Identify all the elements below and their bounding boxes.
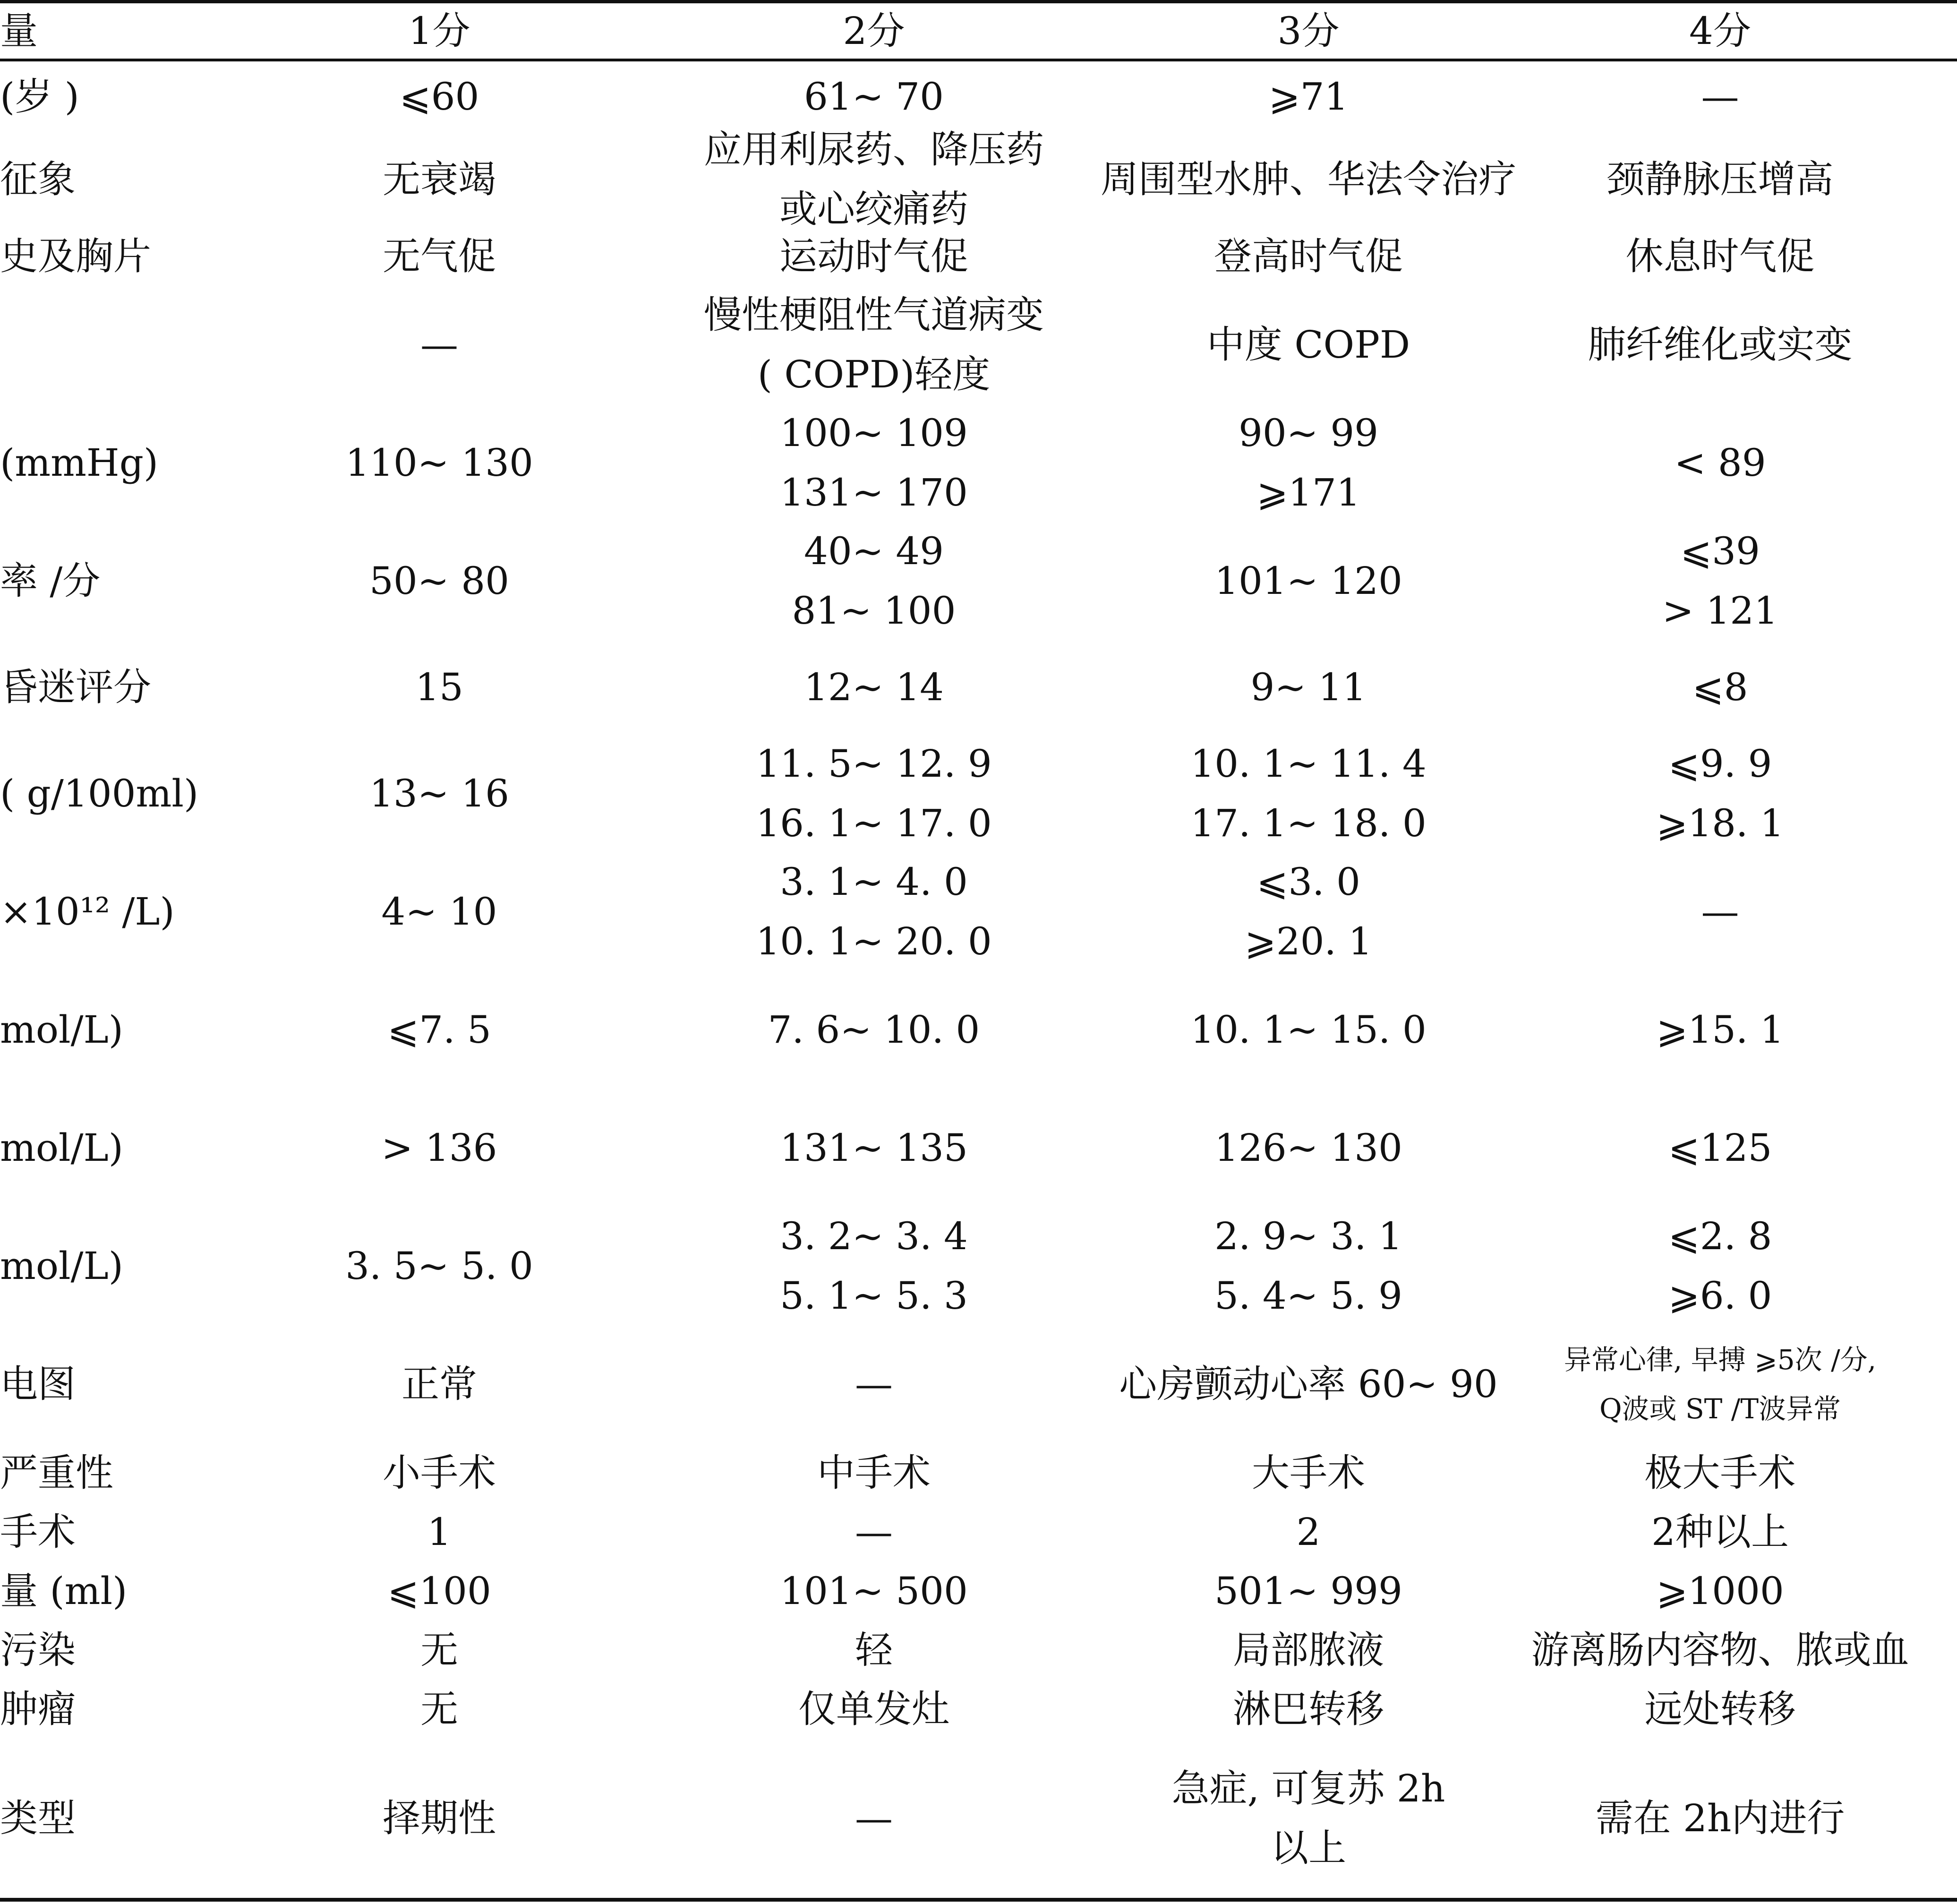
row-label <box>0 853 265 971</box>
table-row <box>0 735 1957 853</box>
cell-text: ⩽8 <box>1692 665 1748 709</box>
row-label <box>0 1443 265 1502</box>
cell-text: 周围型水肿、华法令治疗 <box>1101 157 1516 201</box>
cell-4-points <box>1483 61 1957 132</box>
table-row <box>0 1739 1957 1898</box>
cell-1-point <box>265 1089 614 1207</box>
row-label <box>0 1621 265 1680</box>
row-label <box>0 132 265 227</box>
row-label <box>0 735 265 853</box>
table-row <box>0 971 1957 1089</box>
cell-2-points <box>614 286 1134 404</box>
cell-4-points <box>1483 1561 1957 1621</box>
cell-text: ⩾71 <box>1268 75 1349 119</box>
cell-text: — <box>420 323 458 367</box>
cell-text: 量 (ml) <box>0 1569 128 1613</box>
cell-text: 手术 <box>0 1509 76 1554</box>
cell-1-point <box>265 640 614 735</box>
cell-text: 16. 1~ 17. 0 <box>756 801 992 845</box>
cell-text: 史及胸片 <box>0 234 151 278</box>
cell-text: — <box>1701 890 1739 934</box>
cell-1-point <box>265 971 614 1089</box>
cell-text: 15 <box>415 665 463 709</box>
cell-2-points <box>614 1325 1134 1443</box>
cell-text: 登高时气促 <box>1214 234 1403 278</box>
cell-text: 7. 6~ 10. 0 <box>768 1008 980 1052</box>
header-cell-4-points: 4分 <box>1689 9 1751 53</box>
row-label <box>0 1207 265 1325</box>
row-label <box>0 1680 265 1739</box>
cell-2-points <box>614 128 1134 231</box>
cell-3-points <box>1134 1680 1483 1739</box>
table-header-row <box>0 3 1957 59</box>
cell-text: 126~ 130 <box>1214 1126 1402 1170</box>
cell-text: 11. 5~ 12. 9 <box>756 742 992 786</box>
cell-text: 心房颤动心率 60~ 90 <box>1119 1362 1498 1406</box>
cell-1-point <box>265 227 614 286</box>
row-label <box>0 227 265 286</box>
cell-text: — <box>855 1509 893 1554</box>
row-label <box>0 61 265 132</box>
cell-1-point <box>265 1502 614 1561</box>
cell-1-point <box>265 404 614 522</box>
cell-text: — <box>855 1362 893 1406</box>
cell-2-points <box>614 640 1134 735</box>
cell-text: mol/L) <box>0 1244 123 1288</box>
cell-text: 13~ 16 <box>369 772 510 815</box>
cell-text: 淋巴转移 <box>1233 1687 1384 1731</box>
cell-4-points <box>1483 640 1957 735</box>
cell-4-points <box>1483 1089 1957 1207</box>
cell-2-points <box>614 853 1134 971</box>
cell-2-points <box>614 1680 1134 1739</box>
cell-text: 501~ 999 <box>1214 1569 1402 1613</box>
cell-1-point <box>265 735 614 853</box>
cell-text: ⩽100 <box>387 1569 491 1613</box>
header-cell-variable: 量 <box>0 9 38 53</box>
cell-1-point <box>265 1325 614 1443</box>
cell-4-points <box>1483 853 1957 971</box>
cell-text: 应用利尿药、降压药 <box>704 128 1044 172</box>
cell-text: ⩽60 <box>399 75 479 119</box>
cell-text: 40~ 49 <box>803 529 944 573</box>
cell-text: 无衰竭 <box>383 157 496 201</box>
cell-4-points <box>1483 1325 1957 1443</box>
cell-text: mol/L) <box>0 1008 123 1052</box>
cell-1-point <box>265 1739 614 1898</box>
cell-text: 污染 <box>0 1628 76 1672</box>
table-row <box>0 227 1957 286</box>
cell-4-points <box>1483 971 1957 1089</box>
row-label <box>0 971 265 1089</box>
cell-text: 无气促 <box>383 234 496 278</box>
cell-2-points <box>614 1207 1134 1325</box>
cell-text: 101~ 500 <box>780 1569 968 1613</box>
cell-text: 局部脓液 <box>1233 1628 1384 1672</box>
row-label <box>0 640 265 735</box>
cell-text: 1 <box>427 1509 452 1554</box>
cell-4-points <box>1483 1207 1957 1325</box>
cell-text: 或心绞痛药 <box>779 187 968 231</box>
cell-4-points <box>1483 1621 1957 1680</box>
cell-text: 远处转移 <box>1644 1687 1796 1731</box>
cell-text: 10. 1~ 20. 0 <box>756 919 992 963</box>
cell-text: 颈静脉压增高 <box>1607 157 1834 201</box>
cell-3-points <box>1134 853 1483 971</box>
cell-text: 率 /分 <box>0 559 101 603</box>
cell-text: 2种以上 <box>1651 1509 1789 1554</box>
row-label <box>0 522 265 640</box>
cell-3-points <box>1134 971 1483 1089</box>
cell-text: mol/L) <box>0 1126 123 1170</box>
cell-text: 类型 <box>0 1796 76 1840</box>
cell-text: 无 <box>420 1628 458 1672</box>
table-row <box>0 1325 1957 1443</box>
cell-3-points <box>1134 1621 1483 1680</box>
row-label <box>0 404 265 522</box>
cell-text: ⩽2. 8 <box>1668 1214 1772 1258</box>
cell-1-point <box>265 1443 614 1502</box>
cell-text: > 136 <box>381 1126 497 1170</box>
table-row <box>0 286 1957 404</box>
cell-text: 131~ 135 <box>780 1126 968 1170</box>
cell-1-point <box>265 853 614 971</box>
cell-text: 仅单发灶 <box>798 1687 949 1731</box>
table-row <box>0 1561 1957 1621</box>
cell-1-point <box>265 132 614 227</box>
cell-1-point <box>265 286 614 404</box>
table-top-rule <box>0 0 1957 3</box>
cell-text: 征象 <box>0 157 76 201</box>
cell-4-points <box>1483 1739 1957 1898</box>
cell-2-points <box>614 1561 1134 1621</box>
cell-text: 2 <box>1296 1509 1321 1554</box>
table-row <box>0 1207 1957 1325</box>
cell-text: 100~ 109 <box>780 411 968 455</box>
cell-4-points <box>1483 404 1957 522</box>
cell-text: (岁 ) <box>0 75 79 119</box>
cell-2-points <box>614 1621 1134 1680</box>
cell-1-point <box>265 1680 614 1739</box>
cell-1-point <box>265 1207 614 1325</box>
cell-text: 正常 <box>402 1362 477 1406</box>
cell-text: ×10¹² /L) <box>0 890 175 934</box>
cell-text: 61~ 70 <box>803 75 944 119</box>
cell-text: 电图 <box>0 1362 76 1406</box>
cell-text: ( COPD)轻度 <box>757 352 991 396</box>
cell-text: ⩾15. 1 <box>1656 1008 1784 1052</box>
row-label <box>0 1561 265 1621</box>
table-row <box>0 1502 1957 1561</box>
cell-text: 昏迷评分 <box>0 665 151 709</box>
row-label <box>0 1325 265 1443</box>
cell-text: ( g/100ml) <box>0 772 199 815</box>
cell-text: 10. 1~ 15. 0 <box>1190 1008 1427 1052</box>
cell-text: 以上 <box>1271 1826 1346 1870</box>
cell-text: 异常心律, 早搏 ⩾5次 /分, <box>1564 1344 1877 1376</box>
cell-text: 3. 5~ 5. 0 <box>345 1244 533 1288</box>
cell-text: Q波或 ST /T波异常 <box>1599 1393 1841 1425</box>
header-cell-3-points: 3分 <box>1277 9 1340 53</box>
cell-4-points <box>1483 1680 1957 1739</box>
cell-text: ⩽3. 0 <box>1256 860 1360 904</box>
table-row <box>0 1680 1957 1739</box>
table-row <box>0 1621 1957 1680</box>
cell-3-points <box>1134 404 1483 522</box>
cell-text: 10. 1~ 11. 4 <box>1190 742 1427 786</box>
cell-text: 131~ 170 <box>780 471 968 515</box>
cell-2-points <box>614 1502 1134 1561</box>
cell-text: 轻 <box>855 1628 893 1672</box>
cell-text: (mmHg) <box>0 441 159 485</box>
cell-1-point <box>265 61 614 132</box>
cell-text: 110~ 130 <box>345 441 533 485</box>
cell-3-points <box>1134 1502 1483 1561</box>
cell-text: ⩾18. 1 <box>1656 801 1784 845</box>
cell-text: 90~ 99 <box>1238 411 1379 455</box>
cell-3-points <box>1134 640 1483 735</box>
cell-text: 12~ 14 <box>803 665 944 709</box>
cell-text: 81~ 100 <box>792 589 956 633</box>
cell-text: 50~ 80 <box>369 559 510 603</box>
cell-3-points <box>1134 735 1483 853</box>
cell-text: 无 <box>420 1687 458 1731</box>
cell-text: 101~ 120 <box>1214 559 1402 603</box>
cell-4-points <box>1483 1443 1957 1502</box>
cell-text: 游离肠内容物、脓或血 <box>1531 1628 1909 1672</box>
cell-3-points <box>1134 522 1483 640</box>
cell-4-points <box>1483 735 1957 853</box>
cell-3-points <box>1134 227 1483 286</box>
cell-text: 休息时气促 <box>1625 234 1815 278</box>
cell-3-points <box>1134 1089 1483 1207</box>
table-row <box>0 640 1957 735</box>
cell-1-point <box>265 522 614 640</box>
table-row <box>0 1089 1957 1207</box>
cell-text: ⩽7. 5 <box>387 1008 491 1052</box>
cell-4-points <box>1483 227 1957 286</box>
cell-text: — <box>855 1796 893 1840</box>
cell-text: ⩽9. 9 <box>1668 742 1772 786</box>
cell-text: 极大手术 <box>1644 1450 1796 1495</box>
table-row <box>0 853 1957 971</box>
cell-text: < 89 <box>1674 441 1766 485</box>
cell-2-points <box>614 1739 1134 1898</box>
cell-2-points <box>614 971 1134 1089</box>
cell-2-points <box>614 1089 1134 1207</box>
table-bottom-rule <box>0 1898 1957 1902</box>
row-label <box>0 286 265 404</box>
cell-3-points <box>1134 1739 1483 1898</box>
cell-text: 小手术 <box>383 1450 496 1495</box>
table-row <box>0 128 1957 231</box>
header-cell-2-points: 2分 <box>843 9 905 53</box>
cell-text: 2. 9~ 3. 1 <box>1214 1214 1402 1258</box>
cell-text: 3. 2~ 3. 4 <box>780 1214 968 1258</box>
cell-text: ⩾171 <box>1256 471 1360 515</box>
header-cell-1-point: 1分 <box>408 9 470 53</box>
cell-3-points <box>1134 61 1483 132</box>
cell-3-points <box>1134 1561 1483 1621</box>
cell-text: ⩽39 <box>1680 529 1760 573</box>
cell-text: 运动时气促 <box>779 234 968 278</box>
cell-text: 17. 1~ 18. 0 <box>1190 801 1427 845</box>
cell-4-points <box>1483 522 1957 640</box>
cell-text: 慢性梗阻性气道病变 <box>704 293 1044 337</box>
cell-text: ⩾20. 1 <box>1244 919 1373 963</box>
cell-text: — <box>1701 75 1739 119</box>
cell-4-points <box>1483 1502 1957 1561</box>
cell-text: 择期性 <box>383 1796 496 1840</box>
cell-text: 9~ 11 <box>1250 665 1367 709</box>
cell-2-points <box>614 1443 1134 1502</box>
cell-3-points <box>1119 1325 1498 1443</box>
cell-text: 急症, 可复苏 2h <box>1171 1766 1445 1810</box>
cell-text: 5. 1~ 5. 3 <box>780 1274 968 1318</box>
row-label <box>0 1739 265 1898</box>
table-row <box>0 522 1957 640</box>
cell-text: 3. 1~ 4. 0 <box>780 860 968 904</box>
cell-text: 需在 2h内进行 <box>1595 1796 1845 1840</box>
table-row <box>0 404 1957 522</box>
cell-text: 大手术 <box>1252 1450 1365 1495</box>
cell-4-points <box>1483 132 1957 227</box>
cell-text: 肿瘤 <box>0 1687 76 1731</box>
cell-text: 严重性 <box>0 1450 113 1495</box>
cell-text: ⩾6. 0 <box>1668 1274 1772 1318</box>
row-label <box>0 1502 265 1561</box>
row-label <box>0 1089 265 1207</box>
table-row <box>0 1443 1957 1502</box>
cell-2-points <box>614 735 1134 853</box>
cell-3-points <box>1101 132 1516 227</box>
cell-text: ⩾1000 <box>1656 1569 1784 1613</box>
cell-2-points <box>614 404 1134 522</box>
cell-3-points <box>1134 286 1483 404</box>
cell-3-points <box>1134 1443 1483 1502</box>
cell-text: 4~ 10 <box>381 890 497 934</box>
cell-1-point <box>265 1561 614 1621</box>
cell-3-points <box>1134 1207 1483 1325</box>
cell-text: ⩽125 <box>1668 1126 1772 1170</box>
cell-text: 肺纤维化或实变 <box>1588 323 1853 367</box>
cell-text: 中手术 <box>817 1450 931 1495</box>
cell-4-points <box>1483 286 1957 404</box>
cell-text: 中度 COPD <box>1206 323 1410 367</box>
cell-2-points <box>614 227 1134 286</box>
cell-text: 5. 4~ 5. 9 <box>1214 1274 1402 1318</box>
cell-2-points <box>614 522 1134 640</box>
cell-1-point <box>265 1621 614 1680</box>
cell-text: > 121 <box>1662 589 1778 633</box>
